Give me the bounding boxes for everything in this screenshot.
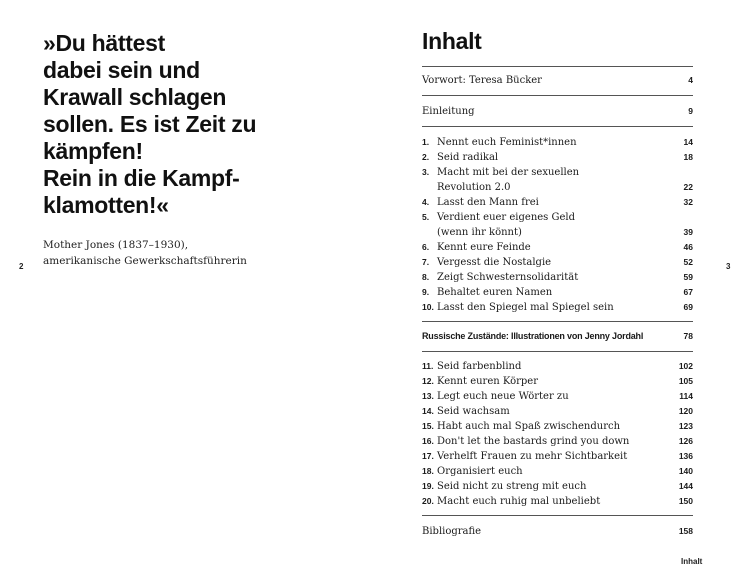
toc-entry-label: Habt auch mal Spaß zwischendurch: [437, 421, 621, 432]
toc-entry-label: Vorwort: Teresa Bücker: [422, 75, 542, 86]
toc-entry-page: 14: [683, 137, 693, 147]
toc-entry-page: 59: [683, 272, 693, 282]
toc-entry-page: 150: [678, 496, 693, 506]
divider: [422, 515, 693, 516]
quote-line: Rein in die Kampf-: [43, 165, 240, 191]
toc-entry: [422, 270, 693, 285]
toc-entry-number: 20.: [422, 496, 434, 506]
toc-entry-page: 22: [683, 182, 693, 192]
toc-entry-label: Verdient euer eigenes Geld: [437, 212, 576, 223]
divider: [422, 66, 693, 67]
toc-entry: [422, 135, 693, 150]
toc-entry-number: 14.: [422, 406, 434, 416]
divider: [422, 126, 693, 127]
toc-entry: [422, 449, 693, 464]
toc-entry-label: Seid nicht zu streng mit euch: [437, 481, 587, 492]
toc-entry: [422, 389, 693, 404]
toc-entry-label: Verhelft Frauen zu mehr Sichtbarkeit: [437, 451, 628, 462]
toc-entry-number: 9.: [422, 287, 430, 297]
toc-entry-label: (wenn ihr könnt): [437, 227, 522, 238]
toc-entry-illustrations: [422, 329, 693, 344]
toc-entry-label: Kennt eure Feinde: [437, 242, 531, 253]
toc-entry-page: 18: [683, 152, 693, 162]
toc-entry-number: 6.: [422, 242, 430, 252]
toc-entry-label: Lasst den Mann frei: [437, 197, 539, 208]
toc-entry-page: 102: [678, 361, 693, 371]
toc-entry: [422, 524, 693, 539]
toc-entry-label: Vergesst die Nostalgie: [437, 257, 552, 268]
toc-entry-label: Bibliografie: [422, 526, 482, 537]
toc-entry-page: 52: [683, 257, 693, 267]
toc-entry-page: 4: [688, 75, 693, 85]
attribution-line: amerikanische Gewerkschaftsführerin: [43, 255, 247, 267]
toc-entry-label: Organisiert euch: [437, 466, 523, 477]
toc-entry-number: 8.: [422, 272, 430, 282]
toc-entry-label: Seid radikal: [437, 152, 499, 163]
toc-entry-page: 39: [683, 227, 693, 237]
toc-entry-label: Don't let the bastards grind you down: [437, 436, 630, 447]
toc-entry: [422, 419, 693, 434]
toc-entry: [422, 464, 693, 479]
toc-entry-label: Nennt euch Feminist*innen: [437, 137, 577, 148]
toc-entry-page: 105: [678, 376, 693, 386]
toc-entry-page: 126: [678, 436, 693, 446]
toc-entry-number: 16.: [422, 436, 434, 446]
toc-entry-page: 9: [688, 106, 693, 116]
toc-entry-label: Behaltet euren Namen: [437, 287, 553, 298]
quote-line: kämpfen!: [43, 138, 143, 164]
toc-entry-number: 11.: [422, 361, 434, 371]
toc-entry-page: 140: [678, 466, 693, 476]
toc-entry-label: Macht mit bei der sexuellen: [437, 167, 580, 178]
toc-entry-label: Revolution 2.0: [437, 182, 511, 193]
toc-entry-label: Macht euch ruhig mal unbeliebt: [437, 496, 601, 507]
toc-entry: [422, 300, 693, 315]
toc-entry-page: 114: [679, 391, 693, 401]
toc-entry-label: Zeigt Schwesternsolidarität: [437, 272, 579, 283]
toc-entry-number: 1.: [422, 137, 430, 147]
toc-entry-page: 46: [683, 242, 693, 252]
epigraph-quote: [43, 30, 343, 219]
toc-entry-number: 7.: [422, 257, 430, 267]
toc-entry: [422, 255, 693, 270]
quote-line: dabei sein und: [43, 57, 200, 83]
toc-entry-label: Seid farbenblind: [437, 361, 522, 372]
right-page: [375, 0, 750, 576]
toc-entry: [422, 225, 693, 240]
toc-entry-label: Russische Zustände: Illustrationen von Jenny Jordahl: [422, 331, 644, 341]
toc-entry-number: 2.: [422, 152, 430, 162]
toc-entry-number: 17.: [422, 451, 434, 461]
toc-entry: [422, 404, 693, 419]
attribution-line: Mother Jones (1837–1930),: [43, 239, 189, 251]
toc-entry: [422, 359, 693, 374]
toc-entry: [422, 180, 693, 195]
toc-entry-page: 67: [683, 287, 693, 297]
toc-entry-page: 120: [678, 406, 693, 416]
toc-entry-number: 12.: [422, 376, 434, 386]
toc-entry-number: 18.: [422, 466, 434, 476]
toc-entry: [422, 210, 693, 225]
toc-entry: [422, 150, 693, 165]
toc-entry: [422, 434, 693, 449]
toc-entry-label: Einleitung: [422, 106, 475, 117]
toc-entry-number: 13.: [422, 391, 434, 401]
divider: [422, 321, 693, 322]
toc-entry-page: 136: [678, 451, 693, 461]
toc-entry: [422, 73, 693, 88]
divider: [422, 95, 693, 96]
toc-entry-number: 4.: [422, 197, 430, 207]
divider: [422, 351, 693, 352]
quote-line: sollen. Es ist Zeit zu: [43, 111, 257, 137]
toc-entry-number: 10.: [422, 302, 434, 312]
toc-entry-number: 19.: [422, 481, 434, 491]
toc-entry-page: 123: [678, 421, 693, 431]
toc-entry: [422, 374, 693, 389]
toc-entry-number: 5.: [422, 212, 430, 222]
running-head: Inhalt: [681, 557, 703, 566]
toc-entry-number: 15.: [422, 421, 434, 431]
page-number-right: 3: [726, 262, 731, 271]
toc-entry-page: 78: [683, 331, 693, 341]
quote-line: Krawall schlagen: [43, 84, 227, 110]
quote-line: klamotten!«: [43, 192, 169, 218]
toc-title: Inhalt: [422, 28, 482, 54]
toc-entry-page: 144: [678, 481, 693, 491]
toc-entry-number: 3.: [422, 167, 430, 177]
toc-entry-page: 69: [683, 302, 693, 312]
quote-attribution: [43, 237, 343, 269]
quote-line: »Du hättest: [43, 30, 165, 56]
toc-entry-label: Seid wachsam: [437, 406, 510, 417]
toc-entry: [422, 285, 693, 300]
toc-entry: [422, 240, 693, 255]
toc-entry-label: Kennt euren Körper: [437, 376, 538, 387]
page-number-left: 2: [19, 262, 24, 271]
toc-entry-label: Lasst den Spiegel mal Spiegel sein: [437, 302, 614, 313]
toc-entry: [422, 104, 693, 119]
toc-entry: [422, 479, 693, 494]
toc-entry: [422, 494, 693, 509]
toc-entry-label: Legt euch neue Wörter zu: [437, 391, 569, 402]
toc-entry-page: 158: [678, 526, 693, 536]
toc-entry: [422, 195, 693, 210]
toc-entry-page: 32: [683, 197, 693, 207]
toc-entry: [422, 165, 693, 180]
